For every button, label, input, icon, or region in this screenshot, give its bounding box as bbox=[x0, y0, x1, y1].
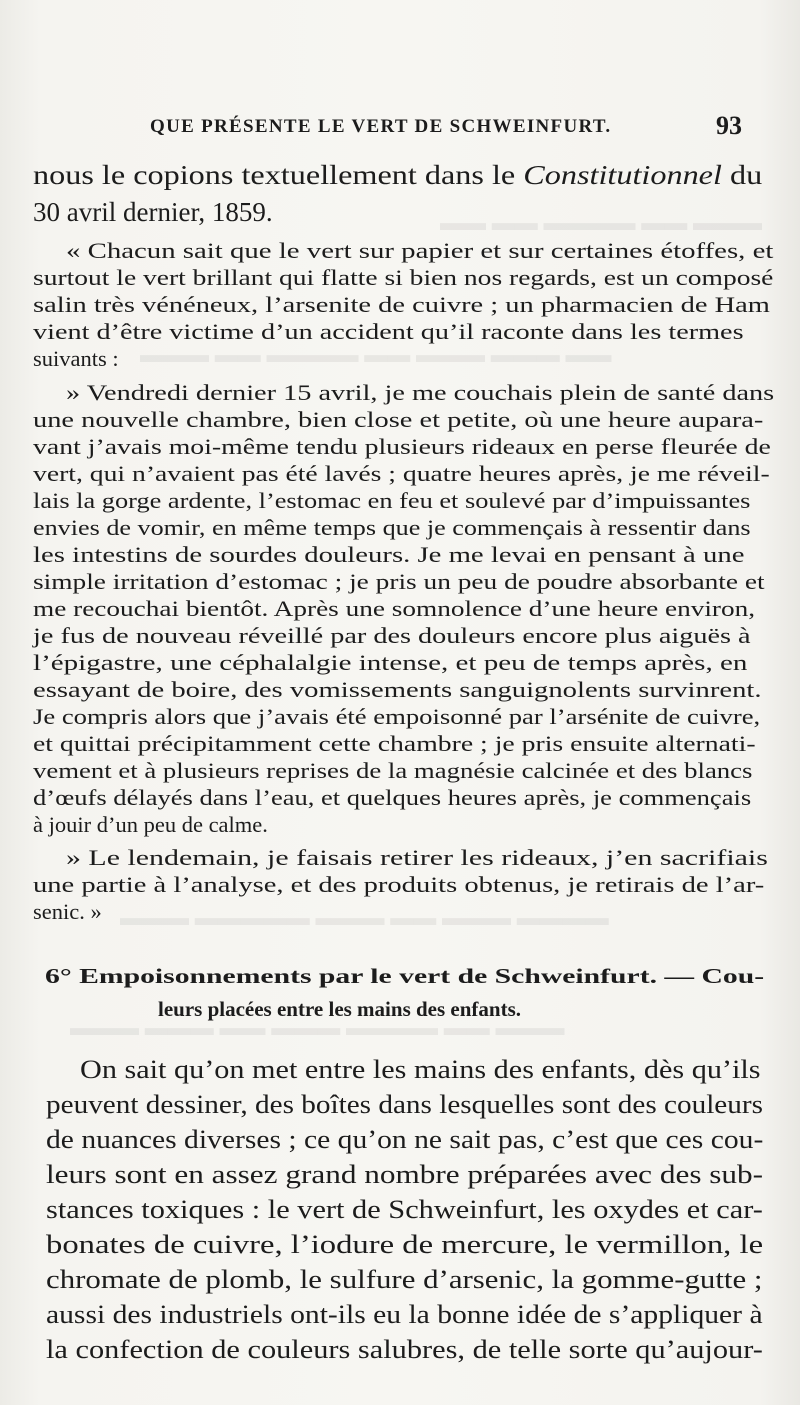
show-through-texture: ▬▬ ▬▬▬ ▬▬▬ ▬▬ ▬▬▬▬ ▬▬ ▬▬▬ bbox=[140, 342, 612, 367]
quote-line: simple irritation d’estomac ; je pris un peu de poudre absorbante et bbox=[33, 569, 765, 594]
quote-line: senic. » bbox=[33, 899, 102, 924]
running-header: QUE PRÉSENTE LE VERT DE SCHWEINFURT. bbox=[150, 116, 612, 137]
section-heading-line-1: 6° Empoisonnements par le vert de Schweinfurt. — Cou- bbox=[45, 964, 765, 988]
quote-line: « Chacun sait que le vert sur papier et sur certaines étoffes, et bbox=[66, 238, 774, 263]
quote-line: suivants : bbox=[33, 346, 119, 371]
quote-line: lais la gorge ardente, l’estomac en feu et soulevé par d’impuissantes bbox=[33, 488, 751, 513]
quote-line: essayant de boire, des vomissements sanguignolents survinrent. bbox=[33, 677, 762, 702]
quote-line: à jouir d’un peu de calme. bbox=[33, 812, 268, 837]
body-line: aussi des industriels ont-ils eu la bonne idée de s’appliquer à bbox=[46, 1300, 763, 1329]
section-heading-line-2: leurs placées entre les mains des enfants. bbox=[158, 997, 521, 1021]
page-number: 93 bbox=[716, 111, 742, 140]
body-line: chromate de plomb, le sulfure d’arsenic, la gomme-gutte ; bbox=[46, 1265, 763, 1294]
quote-line: une partie à l’analyse, et des produits obtenus, je retirais de l’ar- bbox=[33, 872, 765, 897]
body-line: leurs sont en assez grand nombre préparées avec des sub- bbox=[46, 1160, 764, 1189]
quote-line: vert, qui n’avaient pas été lavés ; quatre heures après, je me réveil- bbox=[33, 461, 770, 486]
body-line: peuvent dessiner, des boîtes dans lesquelles sont des couleurs bbox=[46, 1090, 763, 1119]
quote-line: salin très vénéneux, l’arsenite de cuivre ; un pharmacien de Ham bbox=[33, 292, 770, 317]
quote-line: surtout le vert brillant qui flatte si bien nos regards, est un composé bbox=[33, 265, 774, 290]
show-through-texture: ▬▬▬▬ ▬▬▬ ▬▬ ▬▬▬ ▬▬▬▬▬ ▬▬▬ bbox=[120, 905, 609, 930]
quote-line: vant j’avais moi-même tendu plusieurs rideaux en perse fleurée de bbox=[33, 434, 771, 459]
quote-line: l’épigastre, une céphalalgie intense, et peu de temps après, en bbox=[33, 650, 748, 675]
newspaper-title: Constitutionnel bbox=[523, 160, 722, 190]
quote-line: vement et à plusieurs reprises de la magnésie calcinée et des blancs bbox=[33, 758, 753, 783]
quote-line: envies de vomir, en même temps que je commençais à ressentir dans bbox=[33, 515, 751, 540]
quote-line: une nouvelle chambre, bien close et petite, où une heure aupara- bbox=[33, 407, 764, 432]
intro-line-2: 30 avril dernier, 1859. bbox=[33, 197, 273, 227]
body-line: stances toxiques : le vert de Schweinfurt, les oxydes et car- bbox=[46, 1195, 763, 1224]
quote-line: et quittai précipitamment cette chambre ; je pris ensuite alternati- bbox=[33, 731, 756, 756]
quote-line: vient d’être victime d’un accident qu’il raconte dans les termes bbox=[33, 319, 744, 344]
quote-line: Je compris alors que j’avais été empoisonné par l’arsénite de cuivre, bbox=[33, 704, 761, 729]
body-line: bonates de cuivre, l’iodure de mercure, le vermillon, le bbox=[46, 1230, 764, 1259]
quote-line: les intestins de sourdes douleurs. Je me levai en pensant à une bbox=[33, 542, 745, 567]
quote-line: d’œufs délayés dans l’eau, et quelques heures après, je commençais bbox=[33, 785, 752, 810]
show-through-texture: ▬▬▬ ▬▬ ▬▬▬▬ ▬▬▬ ▬▬ ▬▬▬ ▬▬▬ bbox=[70, 1015, 565, 1040]
quote-line: me recouchai bientôt. Après une somnolence d’une heure environ, bbox=[33, 596, 756, 621]
body-line: On sait qu’on met entre les mains des enfants, dès qu’ils bbox=[80, 1055, 761, 1084]
quote-line: je fus de nouveau réveillé par des douleurs encore plus aiguës à bbox=[33, 623, 751, 648]
quote-line: » Le lendemain, je faisais retirer les rideaux, j’en sacrifiais bbox=[66, 845, 768, 870]
body-line: la confection de couleurs salubres, de telle sorte qu’aujour- bbox=[46, 1335, 763, 1364]
quote-line: » Vendredi dernier 15 avril, je me couchais plein de santé dans bbox=[66, 380, 775, 405]
show-through-texture: ▬▬▬ ▬▬ ▬▬▬▬ ▬▬ ▬▬ bbox=[440, 210, 762, 235]
intro-line-1: nous le copions textuellement dans le Constitutionnel du bbox=[33, 160, 763, 190]
body-line: de nuances diverses ; ce qu’on ne sait pas, c’est que ces cou- bbox=[46, 1125, 764, 1154]
